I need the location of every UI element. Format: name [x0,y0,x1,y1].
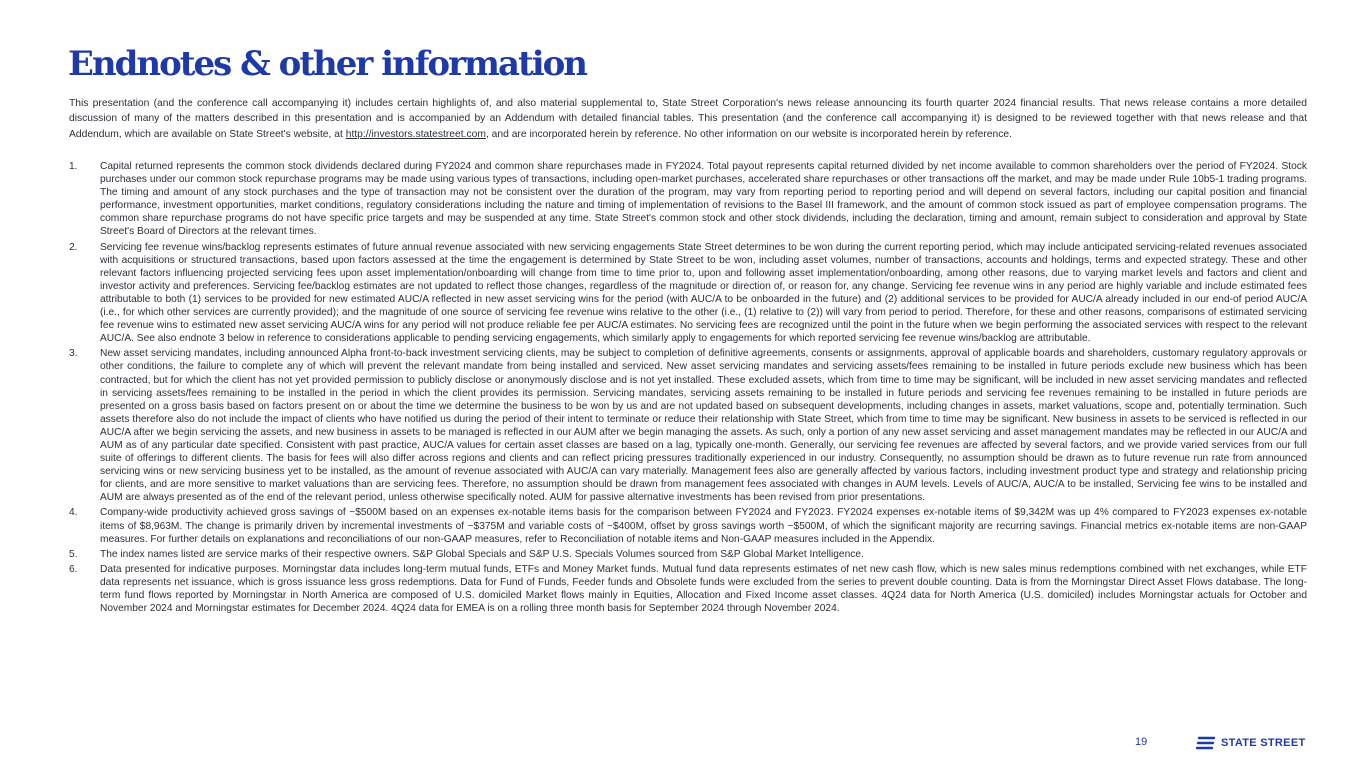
brand-name: STATE STREET [1221,737,1306,749]
intro-text-after-link: , and are incorporated herein by reference. No other information on our website is incorporated herein by reference. [485,128,1012,140]
intro-paragraph [69,96,1307,142]
endnote-number: 6. [69,563,78,575]
endnote-number: 5. [69,548,78,560]
endnote-text: Servicing fee revenue wins/backlog represents estimates of future annual revenue associated with new servicing engagements State Street determines to be won during the current reporting period, which may include anticipated servicing-related revenues associated with acquisitions or structured transactions, based upon factors assessed at the time the engagement is determined by State Street to be won, including asset volumes, number of transactions, accounts and holdings, terms and expected strategy. These and other relevant factors influencing projected servicing fees upon asset implementation/onboarding will change from time to time prior to, upon and following asset implementation/onboarding, among other reasons, due to varying market levels and factors and client and investor activity and preferences. Servicing fee/backlog estimates are not updated to reflect those changes, regardless of the magnitude or direction of, or reason for, any change. Servicing fee revenue wins in any period are highly variable and include estimated fees attributable to both (1) services to be provided for new estimated AUC/A reflected in new asset servicing wins for the period (with AUC/A to be onboarded in the future) and (2) additional services to be provided for AUC/A already included in our end-of period AUC/A (i.e., for which other services are currently provided); and the magnitude of one source of servicing fee revenue wins relative to the other (i.e., (1) relative to (2)) will vary from period to period. Therefore, for these and other reasons, comparisons of estimated servicing fee revenue wins to estimated new asset servicing AUC/A wins for any period will not produce reliable fee per AUC/A estimates. No servicing fees are recognized until the point in the future when we begin performing the associated services with respect to the relevant AUC/A. See also endnote 3 below in reference to considerations applicable to pending servicing engagements, which similarly apply to engagements for which reported servicing fee revenue wins/backlog are attributable. [100,241,1307,345]
endnote-number: 3. [69,348,78,360]
endnote-text: New asset servicing mandates, including announced Alpha front-to-back investment servicing clients, may be subject to completion of definitive agreements, consents or assignments, approval of applicable boards and shareholders, customary regulatory approvals or other conditions, the failure to complete any of which will prevent the relevant mandate from being installed and serviced. New asset servicing mandates and servicing assets/fees remaining to be installed in future periods exclude new business which has been contracted, but for which the client has not yet provided permission to publicly disclose or anonymously disclose and is not yet installed. These excluded assets, which from time to time may be significant, will be included in new asset servicing mandates and reflected in servicing assets/fees remaining to be installed in the period in which the client provides its permission. Servicing mandates, servicing assets remaining to be installed in future periods and servicing fee revenues remaining to be installed in future periods are presented on a gross basis based on factors present on or about the time we determine the business to be won by us and are not updated based on subsequent developments, including changes in assets, market valuations, scope and, potentially termination. Such assets therefore also do not include the impact of clients who have notified us during the period of their intent to terminate or reduce their relationship with State Street, which from time to time may be significant. New business in assets to be serviced is reflected in our AUC/A after we begin servicing the assets, and new business in assets to be managed is reflected in our AUM after we begin managing the assets. As such, only a portion of any new asset servicing and asset management mandates may be reflected in our AUC/A and AUM as of any particular date specified. Consistent with past practice, AUC/A values for certain asset classes are based on a lag, typically one-month. Generally, our servicing fee revenues are affected by several factors, and we provide varied services from our full suite of offerings to different clients. The basis for fees will also differ across regions and clients and can reflect pricing pressures traditionally experienced in our industry. Consequently, no assumption should be drawn as to future revenue run rate from announced servicing wins or new servicing business yet to be installed, as the amount of revenue associated with AUC/A can vary materially. Management fees also are generally affected by various factors, including investment product type and strategy and relationship pricing for clients, and are more sensitive to market valuations than are servicing fees. Therefore, no assumption should be drawn from management fees associated with changes in AUM levels. Levels of AUC/A, AUC/A to be installed, Servicing fee wins to be installed and AUM are always presented as of the end of the relevant period, unless otherwise specifically noted. AUM for passive alternative investments has been revised from prior presentations. [100,348,1307,504]
endnote-3 [69,347,1307,504]
endnote-number: 2. [69,241,78,253]
investors-link[interactable]: http://investors.statestreet.com [345,128,486,140]
endnote-text: Capital returned represents the common stock dividends declared during FY2024 and common share repurchases made in FY2024. Total payout represents capital returned divided by net income available to common shareholders over the period of FY2024. Stock purchases under our common stock repurchase programs may be made using various types of transactions, including open-market purchases, accelerated share repurchases or other transactions off the market, and may be made under Rule 10b5-1 trading programs. The timing and amount of any stock purchases and the type of transaction may not be consistent over the duration of the program, may vary from reporting period to reporting period and will depend on several factors, including our capital position and financial performance, investment opportunities, market conditions, regulatory considerations including the nature and timing of implementation of revisions to the Basel III framework, and the amount of common stock issued as part of employee compensation programs. The common share repurchase programs do not have specific price targets and may be suspended at any time. State Street's common stock and other stock dividends, including the declaration, timing and amount, remain subject to consideration and approval by State Street's Board of Directors at the relevant times. [100,161,1307,238]
endnote-5 [69,548,1307,561]
endnote-6 [69,563,1307,615]
endnote-number: 4. [69,507,78,519]
state-street-logo-icon [1196,736,1216,750]
page-title: Endnotes & other information [68,44,587,84]
endnote-text: The index names listed are service marks of their respective owners. S&P Global Specials and S&P U.S. Specials Volumes sourced from S&P Global Market Intelligence. [100,548,864,560]
endnote-4 [69,506,1307,545]
state-street-logo [1196,736,1305,750]
endnote-2 [69,241,1307,346]
endnote-text: Data presented for indicative purposes. Morningstar data includes long-term mutual funds, ETFs and Money Market funds. Mutual fund data represents estimates of net new cash flow, which is new sales minus redemptions combined with net exchanges, while ETF data represents net issuance, which is gross issuance less gross redemptions. Data for Fund of Funds, Feeder funds and Obsolete funds were excluded from the series to prevent double counting. Data is from the Morningstar Direct Asset Flows database. The long-term fund flows reported by Morningstar in North America are composed of U.S. domiciled Market flows mainly in Equities, Allocation and Fixed Income asset classes. 4Q24 data for North America (U.S. domiciled) includes Morningstar actuals for October and November 2024 and Morningstar estimates for December 2024. 4Q24 data for EMEA is on a rolling three month basis for September 2024 through November 2024. [100,563,1307,615]
page-number: 19 [1135,736,1148,748]
endnotes-list [69,160,1307,617]
endnote-1 [69,160,1307,239]
intro-text-before-link: This presentation (and the conference call accompanying it) includes certain highlights of, and also material supplemental to, State Street Corporation's news release announcing its fourth quarter 2024 financial results. That news release contains a more detailed discussion of many of the matters described in this presentation and is accompanied by an Addendum with detailed financial tables. This presentation (and the conference call accompanying it) is designed to be reviewed together with that news release and that Addendum, which are available on State Street's website, at [69,98,1307,140]
endnote-text: Company-wide productivity achieved gross savings of ~$500M based on an expenses ex-notable items basis for the comparison between FY2024 and FY2023. FY2024 expenses ex-notable items of $9,342M was up 4% compared to FY2023 expenses ex-notable items of $8,963M. The change is primarily driven by incremental investments of ~$375M and variable costs of ~$400M, offset by gross savings worth ~$500M, of which the significant majority are recurring savings. Financial metrics ex-notable items are non-GAAP measures. For further details on explanations and reconciliations of our non-GAAP measures, refer to Reconciliation of notable items and Non-GAAP measures included in the Appendix. [100,507,1307,545]
endnote-number: 1. [69,161,78,172]
